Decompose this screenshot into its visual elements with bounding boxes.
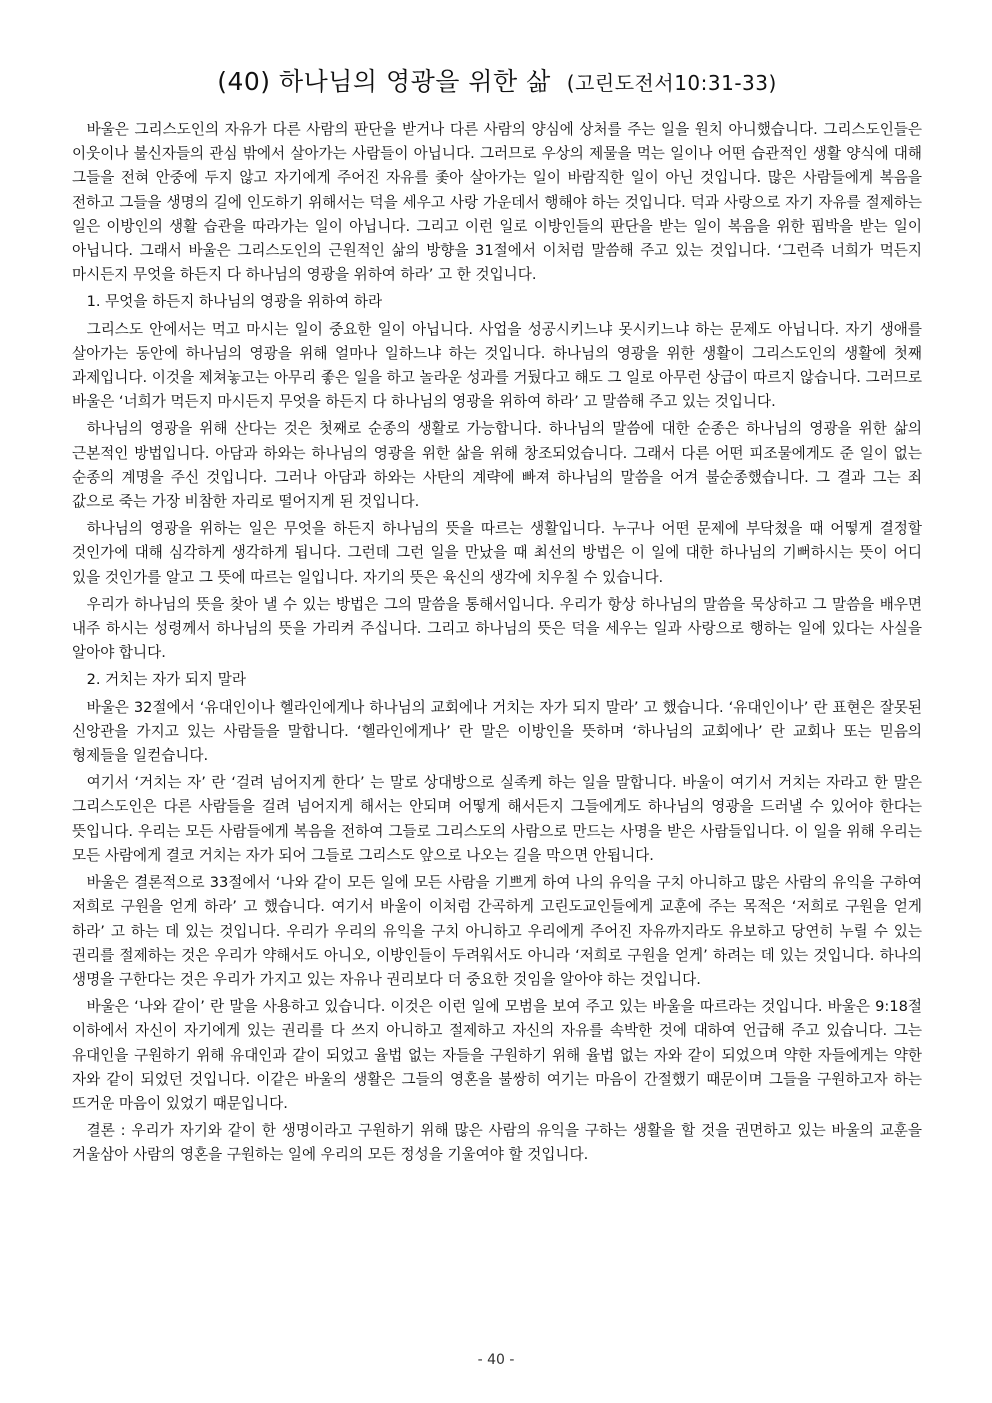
paragraph: 바울은 32절에서 ‘유대인이나 헬라인에게나 하나님의 교회에나 거치는 자가 되지 말라’ 고 했습니다. ‘유대인이나’ 란 표현은 잘못된 신앙관을 가지고 있는 사람들을 말합니다. ‘헬라인에게나’ 란 말은 이방인을 뜻하며 ‘하나님의 교회에나’ 란 교회나 또는 믿음의 형제들을 일컫습니다. [72, 698, 922, 765]
document-page [72, 62, 922, 1171]
paragraph: 그리스도 안에서는 먹고 마시는 일이 중요한 일이 아닙니다. 사업을 성공시키느냐 못시키느냐 하는 문제도 아닙니다. 자기 생애를 살아가는 동안에 하나님의 영광을 위해 얼마나 일하느냐 하는 것입니다. 하나님의 영광을 위한 생활이 그리스도인의 생활에 첫째 과제입니다. 이것을 제쳐놓고는 아무리 좋은 일을 하고 놀라운 성과를 거뒀다고 해도 그 일로 아무런 상급이 따르지 않습니다. 그러므로 바울은 ‘너희가 먹든지 마시든지 무엇을 하든지 다 하나님의 영광을 위하여 하라’ 고 말씀해 주고 있는 것입니다. [72, 320, 922, 411]
title-main: (40) 하나님의 영광을 위한 삶 [217, 67, 551, 96]
paragraph: 여기서 ‘거치는 자’ 란 ‘걸려 넘어지게 한다’ 는 말로 상대방으로 실족케 하는 일을 말합니다. 바울이 여기서 거치는 자라고 한 말은 그리스도인은 다른 사람들을 걸려 넘어지게 해서는 안되며 어떻게 해서든지 그들에게도 하나님의 영광을 드러낼 수 있어야 한다는 뜻입니다. 우리는 모든 사람들에게 복음을 전하여 그들로 그리스도의 사람으로 만드는 사명을 받은 사람들입니다. 이 일을 위해 우리는 모든 사람에게 결코 거치는 자가 되어 그들로 그리스도 앞으로 나오는 길을 막으면 안됩니다. [72, 774, 922, 864]
section-heading: 1. 무엇을 하든지 하나님의 영광을 위하여 하라 [86, 293, 383, 311]
paragraph: 하나님의 영광을 위하는 일은 무엇을 하든지 하나님의 뜻을 따르는 생활입니다. 누구나 어떤 문제에 부닥쳤을 때 어떻게 결정할 것인가에 대해 심각하게 생각하게 됩니다. 그런데 그런 일을 만났을 때 최선의 방법은 이 일에 대한 하나님의 기뻐하시는 뜻이 어디 있을 것인가를 알고 그 뜻에 따르는 일입니다. 자기의 뜻은 육신의 생각에 치우칠 수 있습니다. [72, 520, 922, 586]
page-title [72, 62, 922, 98]
paragraph: 결론 : 우리가 자기와 같이 한 생명이라고 구원하기 위해 많은 사람의 유익을 구하는 생활을 할 것을 권면하고 있는 바울의 교훈을 거울삼아 사람의 영혼을 구원하는 일에 우리의 모든 정성을 기울여야 할 것입니다. [72, 1122, 922, 1164]
paragraph: 바울은 결론적으로 33절에서 ‘나와 같이 모든 일에 모든 사람을 기쁘게 하여 나의 유익을 구치 아니하고 많은 사람의 유익을 구하여 저희로 구원을 얻게 하라’ 고 했습니다. 여기서 바울이 이처럼 간곡하게 고린도교인들에게 교훈에 주는 목적은 ‘저희로 구원을 얻게 하라’ 고 하는 데 있는 것입니다. 우리가 우리의 유익을 구치 아니하고 우리에게 주어진 자유까지라도 유보하고 당연히 누릴 수 있는 권리를 절제하는 것은 우리가 약해서도 아니오, 이방인들이 두려워서도 아니라 ‘저희로 구원을 얻게’ 하려는 데 있는 것입니다. 하나의 생명을 구한다는 것은 우리가 가지고 있는 자유나 권리보다 더 중요한 것임을 알아야 하는 것입니다. [72, 874, 922, 988]
paragraph: 바울은 ‘나와 같이’ 란 말을 사용하고 있습니다. 이것은 이런 일에 모범을 보여 주고 있는 바울을 따르라는 것입니다. 바울은 9:18절 이하에서 자신이 자기에게 있는 권리를 다 쓰지 아니하고 절제하고 자신의 자유를 속박한 것에 대하여 언급해 주고 있습니다. 그는 유대인을 구원하기 위해 유대인과 같이 되었고 율법 없는 자들을 구원하기 위해 율법 없는 자와 같이 되었으며 약한 자들에게는 약한 자와 같이 되었던 것입니다. 이같은 바울의 생활은 그들의 영혼을 불쌍히 여기는 마음이 간절했기 때문이며 그들을 구원하고자 하는 뜨거운 마음이 있었기 때문입니다. [72, 998, 922, 1112]
paragraph: 우리가 하나님의 뜻을 찾아 낼 수 있는 방법은 그의 말씀을 통해서입니다. 우리가 항상 하나님의 말씀을 묵상하고 그 말씀을 배우면 내주 하시는 성령께서 하나님의 뜻을 가리켜 주십니다. 그리고 하나님의 뜻은 덕을 세우는 일과 사랑으로 행하는 일에 있다는 사실을 알아야 합니다. [72, 595, 922, 662]
page-number: - 40 - [477, 1352, 515, 1368]
paragraph: 하나님의 영광을 위해 산다는 것은 첫째로 순종의 생활로 가능합니다. 하나님의 말씀에 대한 순종은 하나님의 영광을 위한 삶의 근본적인 방법입니다. 아담과 하와는 하나님의 영광을 위한 삶을 위해 창조되었습니다. 그래서 다른 어떤 피조물에게도 준 일이 없는 순종의 계명을 주신 것입니다. 그러나 아담과 하와는 사탄의 계략에 빠져 하나님의 말씀을 어겨 불순종했습니다. 그 결과 그는 죄 값으로 죽는 가장 비참한 자리로 떨어지게 된 것입니다. [72, 420, 922, 511]
paragraph: 바울은 그리스도인의 자유가 다른 사람의 판단을 받거나 다른 사람의 양심에 상처를 주는 일을 원치 아니했습니다. 그리스도인들은 이웃이나 불신자들의 관심 밖에서 살아가는 사람들이 아닙니다. 그러므로 우상의 제물을 먹는 일이나 어떤 습관적인 생활 양식에 대해 그들을 전혀 안중에 두지 않고 자기에게 주어진 자유를 좇아 살아가는 일이 바람직한 일이 아닌 것입니다. 많은 사람들에게 복음을 전하고 그들을 생명의 길에 인도하기 위해서는 덕을 세우고 사랑 가운데서 행해야 하는 것입니다. 덕과 사랑으로 자기 자유를 절제하는 일은 이방인의 생활 습관을 따라가는 일이 아닙니다. 그리고 이런 일로 이방인들의 판단을 받는 일이 복음을 위한 핍박을 받는 일이 아닙니다. 그래서 바울은 그리스도인의 근원적인 삶의 방향을 31절에서 이처럼 말씀해 주고 있는 것입니다. ‘그런즉 너희가 먹든지 마시든지 무엇을 하든지 다 하나님의 영광을 위하여 하라’ 고 한 것입니다. [72, 121, 922, 284]
body-text [72, 118, 922, 1168]
title-reference: (고린도전서10:31-33) [566, 71, 777, 95]
section-heading: 2. 거치는 자가 되지 말라 [86, 671, 246, 689]
